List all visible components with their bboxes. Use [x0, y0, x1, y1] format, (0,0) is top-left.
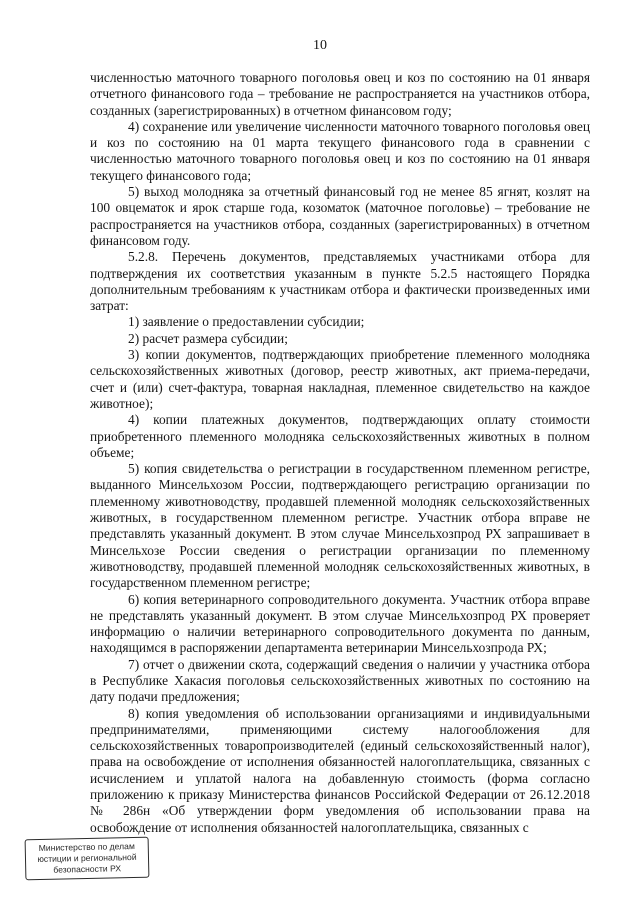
- paragraph-doc-4: 4) копии платежных документов, подтверждающих оплату стоимости приобретенного племенного молодняка сельскохозяйственных животных в полном объеме;: [90, 412, 590, 460]
- paragraph-doc-5: 5) копия свидетельства о регистрации в государственном племенном регистре, выданного Минсельхозом России, подтверждающего регистрацию организации по племенному животноводству, продавшей племенной молодняк сельскохозяйственных животных, в государственном племенном регистре. Участник отбора вправе не представлять указанный документ. В этом случае Минсельхозпрод РХ запрашивает в Минсельхозе России сведения о регистрации организации по племенному животноводству, продавшей племенной молодняк сельскохозяйственных животных, в государственном племенном регистре;: [90, 461, 590, 591]
- paragraph-doc-3: 3) копии документов, подтверждающих приобретение племенного молодняка сельскохозяйственных животных (договор, реестр животных, акт приема-передачи, счет и (или) счет-фактура, товарная накладная, племенное свидетельство на каждое животное);: [90, 347, 590, 411]
- paragraph-item-5: 5) выход молодняка за отчетный финансовый год не менее 85 ягнят, козлят на 100 овцематок и ярок старше года, козоматок (маточное поголовье) – требование не распространяется на участников отбора, созданных (зарегистрированных) в отчетном финансовом году.: [90, 184, 590, 248]
- stamp-line: юстиции и региональной: [37, 851, 137, 865]
- page-number: 10: [313, 38, 327, 53]
- paragraph-item-4: 4) сохранение или увеличение численности маточного товарного поголовья овец и коз по состоянию на 01 марта текущего финансового года в сравнении с численностью маточного товарного поголовья овец и коз по состоянию на 01 января текущего финансового года;: [90, 118, 590, 183]
- paragraph-doc-8: 8) копия уведомления об использовании организациями и индивидуальными предпринимателями, применяющими систему налогообложения для сельскохозяйственных товаропроизводителей (единый сельскохозяйственный налог), права на освобождение от исполнения обязанностей налогоплательщика, связанных с исчислением и уплатой налога на добавленную стоимость (форма согласно приложению к приказу Министерства финансов Российской Федерации от 26.12.2018 № 286н «Об утверждении форм уведомления об использовании права на освобождение от исполнения обязанностей налогоплательщика, связанных с: [90, 705, 590, 835]
- stamp-line: Министерство по делам: [38, 840, 135, 854]
- ministry-stamp: [25, 837, 150, 881]
- paragraph-doc-7: 7) отчет о движении скота, содержащий сведения о наличии у участника отбора в Республике Хакасия поголовья сельскохозяйственных животных по состоянию на дату подачи предложения;: [90, 656, 590, 705]
- paragraph-section-5-2-8: 5.2.8. Перечень документов, представляемых участниками отбора для подтверждения их соответствия указанным в пункте 5.2.5 настоящего Порядка дополнительным требованиям к участникам отбора и фактически произведенных ими затрат:: [90, 249, 590, 314]
- stamp-line: безопасности РХ: [53, 863, 122, 875]
- document-body: [90, 70, 590, 836]
- paragraph-doc-6: 6) копия ветеринарного сопроводительного документа. Участник отбора вправе не представлять указанный документ. В этом случае Минсельхозпрод РХ проверяет информацию о наличии ветеринарного сопроводительного документа по данным, находящимся в распоряжении департамента ветеринарии Минсельхозпрода РХ;: [90, 591, 590, 656]
- paragraph-continuation: численностью маточного товарного поголовья овец и коз по состоянию на 01 января отчетного финансового года – требование не распространяется на участников отбора, созданных (зарегистрированных) в отчетном финансовом году;: [90, 70, 590, 118]
- paragraph-doc-2: 2) расчет размера субсидии;: [128, 330, 288, 346]
- paragraph-doc-1: 1) заявление о предоставлении субсидии;: [128, 314, 365, 330]
